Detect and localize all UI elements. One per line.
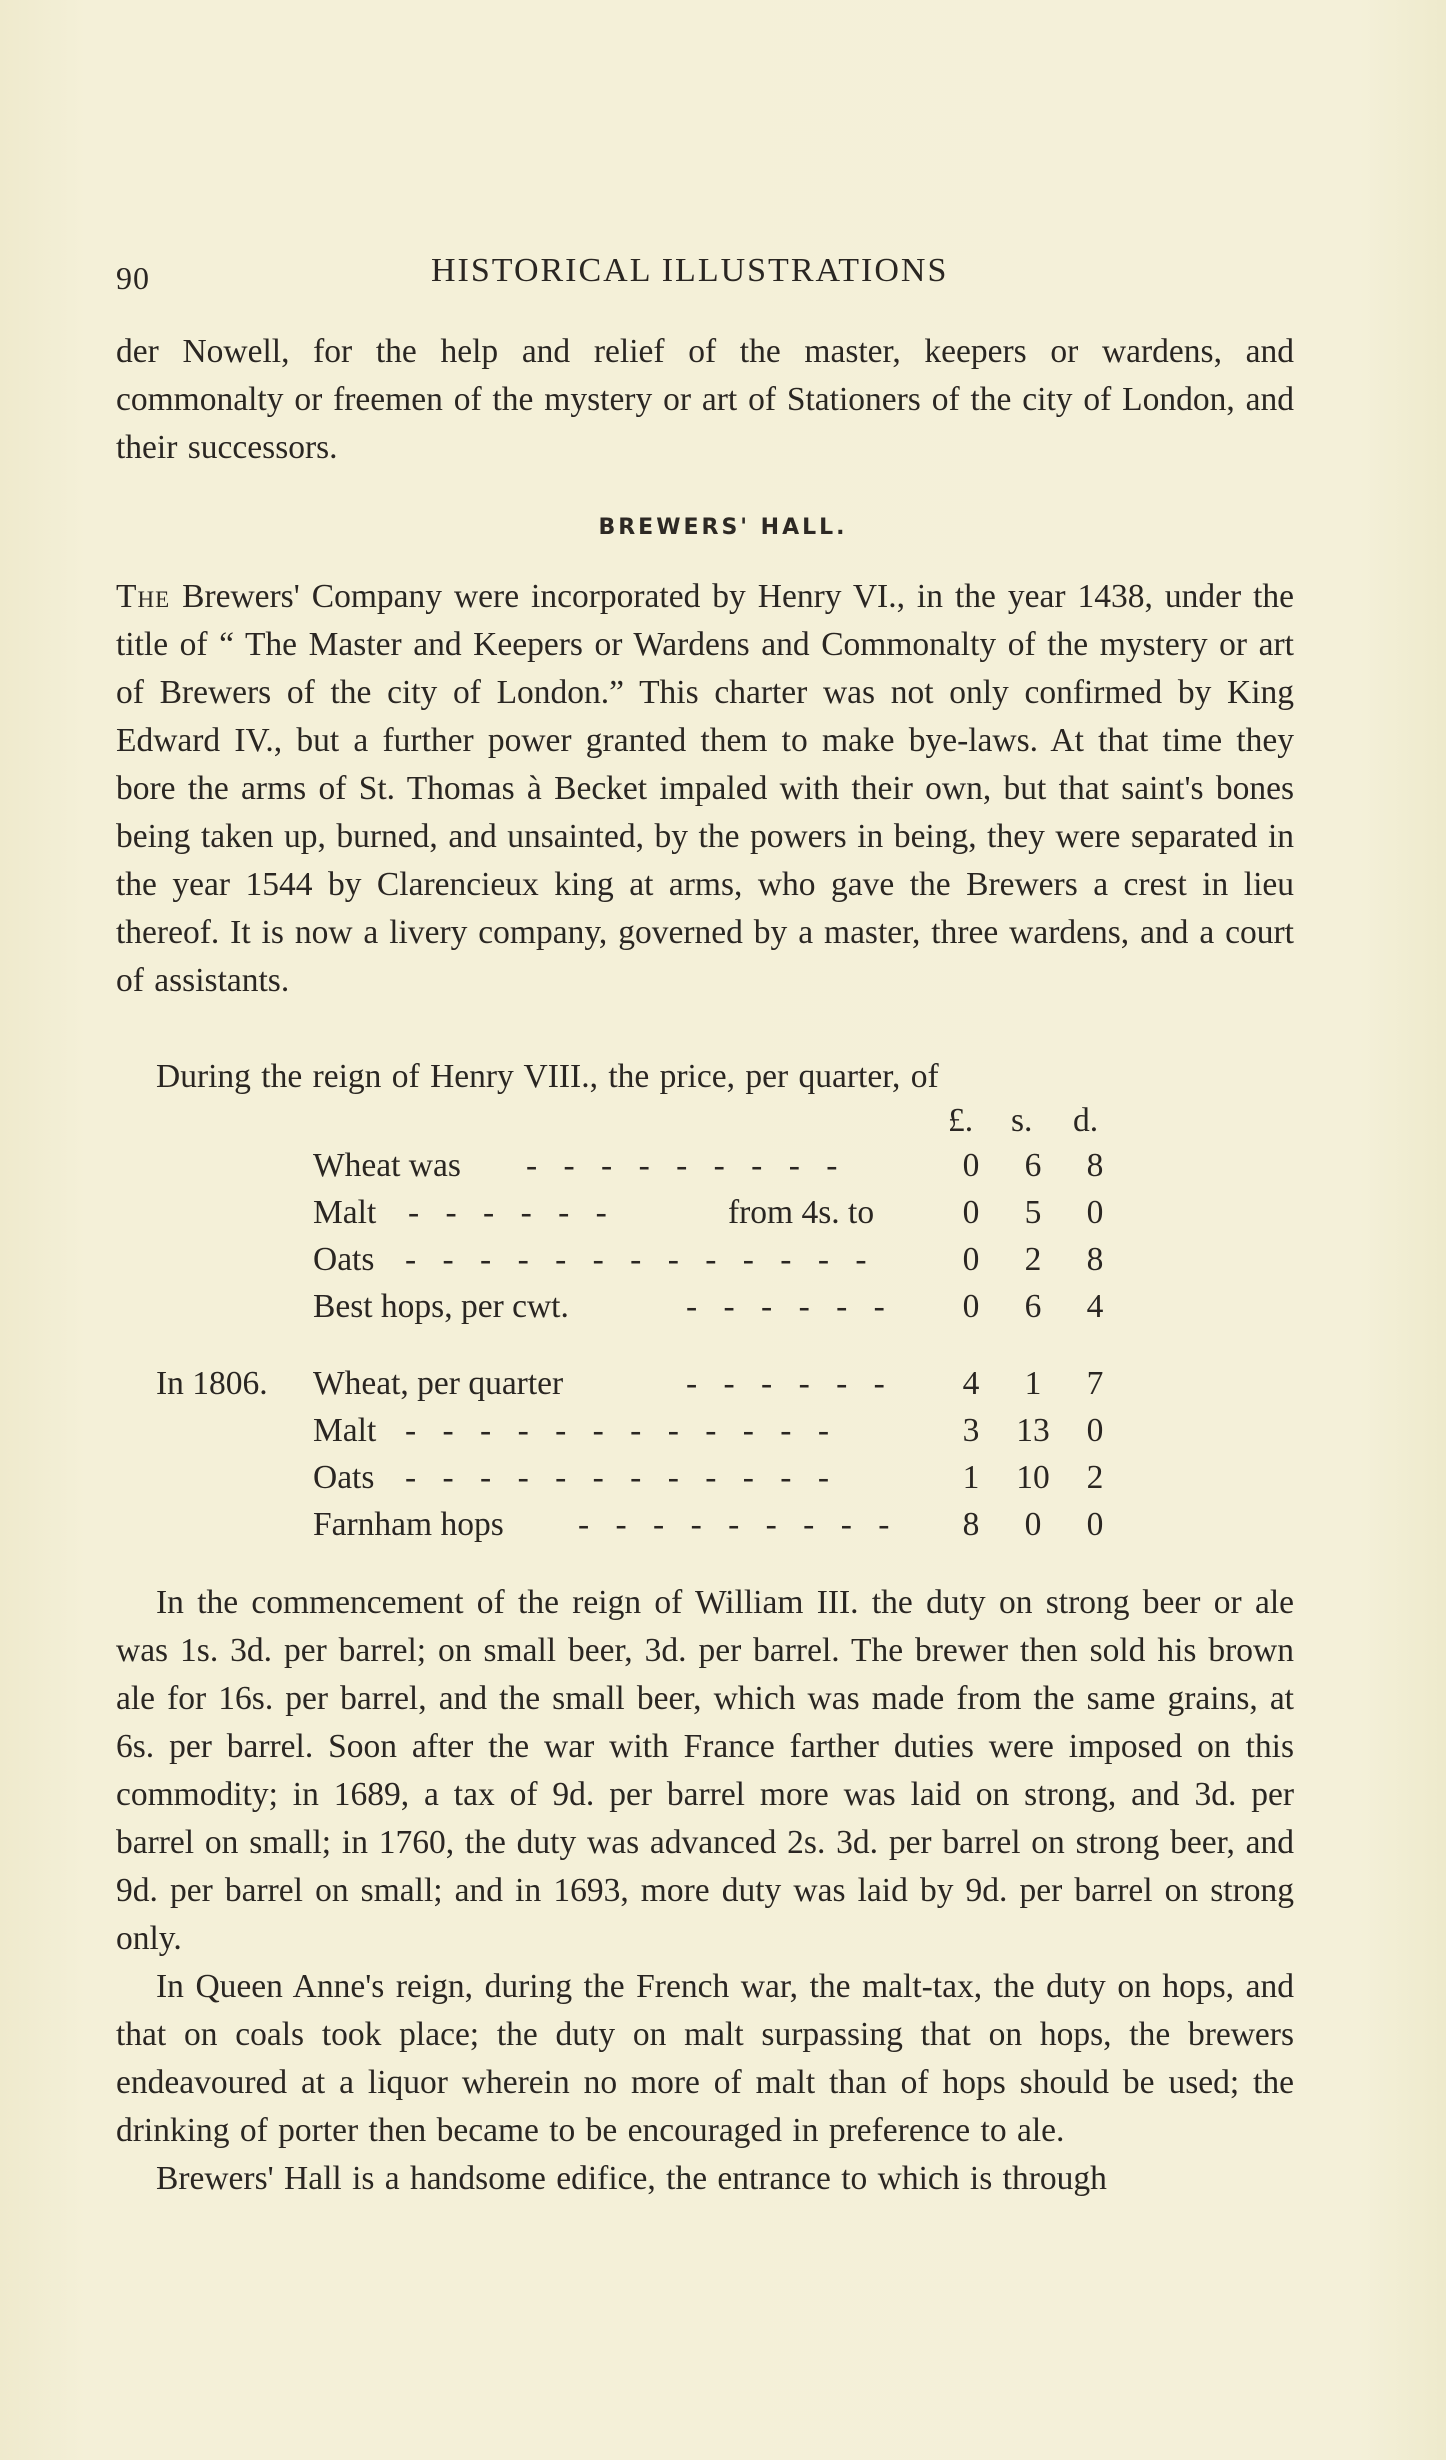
- intro-paragraph: der Nowell, for the help and relief of the master, keepers or wardens, and commonalty or freemen of the mystery or art of Stationers of the city of London, and their successors.: [116, 333, 1294, 466]
- row-pence: 0: [1086, 1412, 1104, 1449]
- price-row-hops-henry: [313, 1283, 1113, 1331]
- row-leader: - - - - - - - - -: [526, 1147, 847, 1184]
- row-shillings: 5: [1024, 1194, 1042, 1231]
- row-label: Malt: [313, 1194, 377, 1231]
- row-shillings: 10: [1016, 1459, 1050, 1496]
- row-note: from 4s. to: [728, 1194, 875, 1231]
- later-paragraphs-block: [116, 1579, 1294, 2203]
- price-intro: During the reign of Henry VIII., the price, per quarter, of: [156, 1058, 939, 1095]
- row-leader: - - - - - - - - - - - -: [405, 1412, 838, 1449]
- row-leader: - - - - - -: [686, 1365, 894, 1402]
- row-label: Wheat, per quarter: [313, 1365, 564, 1402]
- price-row-oats-henry: [313, 1236, 1113, 1284]
- row-pence: 4: [1086, 1288, 1104, 1325]
- row-pounds: 0: [962, 1241, 980, 1278]
- row-pence: 8: [1086, 1147, 1104, 1184]
- paragraph-william: In the commencement of the reign of William III. the duty on strong beer or ale was 1s. 3d. per barrel; on small beer, 3d. per barrel. The brewer then sold his brown ale for 16s. per barrel, and the small beer, which was made from the same grains, at 6s. per barrel. Soon after the war with France farther duties were imposed on this commodity; in 1689, a tax of 9d. per barrel more was laid on strong, and 3d. per barrel on small; in 1760, the duty was advanced 2s. 3d. per barrel on strong beer, and 9d. per barrel on small; and in 1693, more duty was laid by 9d. per barrel on strong only.: [116, 1584, 1294, 1957]
- row-shillings: 6: [1024, 1147, 1042, 1184]
- page-number: 90: [116, 260, 150, 296]
- row-label: Best hops, per cwt.: [313, 1288, 569, 1325]
- row-pence: 7: [1086, 1365, 1104, 1402]
- price-row-malt-henry: [313, 1189, 1113, 1237]
- paragraph-anne: In Queen Anne's reign, during the French war, the malt-tax, the duty on hops, and that on coals took place; the duty on malt surpassing that on hops, the brewers endeavoured at a liquor wherein no more of malt than of hops should be used; the drinking of porter then became to be encouraged in preference to ale.: [116, 1968, 1294, 2149]
- row-pounds: 4: [962, 1365, 980, 1402]
- col-head-pence: d.: [1073, 1102, 1099, 1139]
- row-label: Farnham hops: [313, 1506, 504, 1543]
- row-shillings: 2: [1024, 1241, 1042, 1278]
- section-title: BREWERS' HALL.: [598, 515, 848, 540]
- row-pence: 2: [1086, 1459, 1104, 1496]
- row-pounds: 8: [962, 1506, 980, 1543]
- row-label: Malt: [313, 1412, 377, 1449]
- brewers-paragraph-lead: The: [116, 578, 171, 615]
- row-pounds: 0: [962, 1147, 980, 1184]
- col-head-pounds: £.: [948, 1102, 974, 1139]
- row-shillings: 0: [1024, 1506, 1042, 1543]
- row-label: Wheat was: [313, 1147, 461, 1184]
- row-pounds: 3: [962, 1412, 980, 1449]
- price-row-wheat-henry: [313, 1142, 1113, 1190]
- price-row-wheat-1806: [156, 1360, 1113, 1408]
- brewers-paragraph-text: Brewers' Company were incorporated by Henry VI., in the year 1438, under the title of “ The Master and Keepers or Wardens and Commonalty of the mystery or art of Brewers of the city of London.” This charter was not only confirmed by King Edward IV., but a further power granted them to make bye-laws. At that time they bore the arms of St. Thomas à Becket impaled with their own, but that saint's bones being taken up, burned, and unsainted, by the powers in being, they were separated in the year 1544 by Clarencieux king at arms, who gave the Brewers a crest in lieu thereof. It is now a livery company, governed by a master, three wardens, and a court of assistants.: [116, 578, 1294, 999]
- row-leader: - - - - - - - - - - - - -: [405, 1241, 876, 1278]
- row-label: Oats: [313, 1241, 375, 1278]
- row-shillings: 1: [1024, 1365, 1042, 1402]
- row-label: Oats: [313, 1459, 375, 1496]
- year-label: In 1806.: [156, 1365, 268, 1402]
- running-title: HISTORICAL ILLUSTRATIONS: [431, 252, 949, 289]
- row-pence: 0: [1086, 1506, 1104, 1543]
- row-leader: - - - - - -: [408, 1194, 616, 1231]
- row-pounds: 0: [962, 1194, 980, 1231]
- row-pence: 0: [1086, 1194, 1104, 1231]
- row-pence: 8: [1086, 1241, 1104, 1278]
- price-row-malt-1806: [313, 1407, 1113, 1455]
- price-row-oats-1806: [313, 1454, 1113, 1502]
- row-pounds: 0: [962, 1288, 980, 1325]
- row-shillings: 6: [1024, 1288, 1042, 1325]
- row-pounds: 1: [962, 1459, 980, 1496]
- row-shillings: 13: [1016, 1412, 1050, 1449]
- row-leader: - - - - - -: [686, 1288, 894, 1325]
- col-head-shillings: s.: [1011, 1102, 1033, 1139]
- price-row-hops-1806: [313, 1501, 1113, 1549]
- row-leader: - - - - - - - - -: [578, 1506, 899, 1543]
- paragraph-hall: Brewers' Hall is a handsome edifice, the entrance to which is through: [156, 2160, 1107, 2197]
- row-leader: - - - - - - - - - - - -: [405, 1459, 838, 1496]
